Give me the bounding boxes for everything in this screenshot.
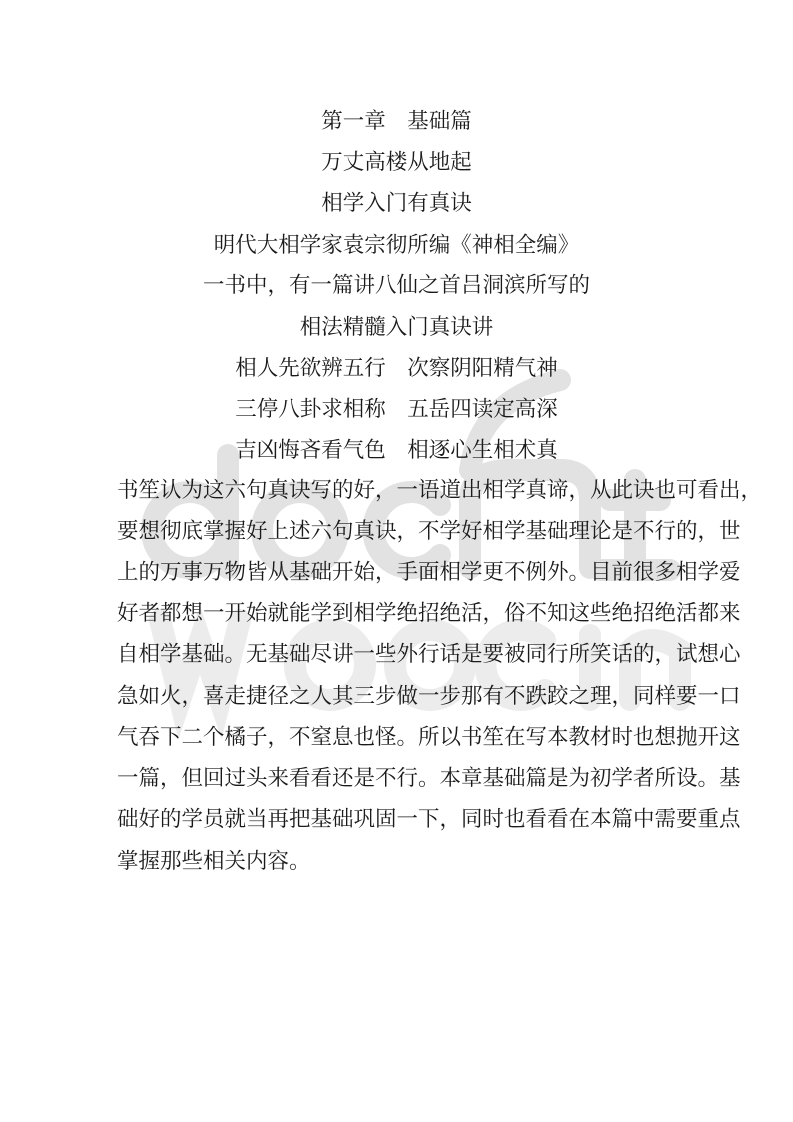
body-line: 气吞下二个橘子，不窒息也怪。所以书笙在写本教材时也想抛开这 bbox=[117, 725, 741, 750]
body-line: 急如火，喜走捷径之人其三步做一步那有不跌跤之理，同样要一口 bbox=[117, 684, 741, 709]
body-line: 一篇，但回过头来看看还是不行。本章基础篇是为初学者所设。基 bbox=[117, 766, 741, 791]
body-line: 上的万事万物皆从基础开始，手面相学更不例外。目前很多相学爱 bbox=[117, 560, 741, 585]
centered-line: 相学入门有真诀 bbox=[321, 191, 472, 216]
body-line: 自相学基础。无基础尽讲一些外行话是要被同行所笑话的，试想心 bbox=[117, 642, 741, 667]
body-line: 好者都想一开始就能学到相学绝招绝活，俗不知这些绝招绝活都来 bbox=[117, 601, 741, 626]
verse-line: 相人先欲辨五行 次察阴阳精气神 bbox=[235, 356, 558, 381]
verse-line: 三停八卦求相称 五岳四读定高深 bbox=[235, 397, 558, 422]
centered-line: 相法精髓入门真诀讲 bbox=[299, 315, 494, 340]
body-line: 础好的学员就当再把基础巩固一下，同时也看看在本篇中需要重点 bbox=[117, 807, 741, 832]
body-line: 掌握那些相关内容。 bbox=[117, 849, 311, 874]
body-line: 要想彻底掌握好上述六句真诀，不学好相学基础理论是不行的，世 bbox=[117, 519, 741, 544]
centered-line: 一书中，有一篇讲八仙之首吕洞滨所写的 bbox=[202, 273, 590, 298]
centered-line: 明代大相学家袁宗彻所编《神相全编》 bbox=[213, 233, 580, 258]
centered-line: 万丈高楼从地起 bbox=[321, 150, 472, 175]
chapter-title: 第一章 基础篇 bbox=[321, 109, 472, 134]
body-line: 书笙认为这六句真诀写的好，一语道出相学真谛，从此诀也可看出， bbox=[117, 478, 763, 503]
verse-line: 吉凶悔吝看气色 相逐心生相术真 bbox=[235, 438, 558, 463]
